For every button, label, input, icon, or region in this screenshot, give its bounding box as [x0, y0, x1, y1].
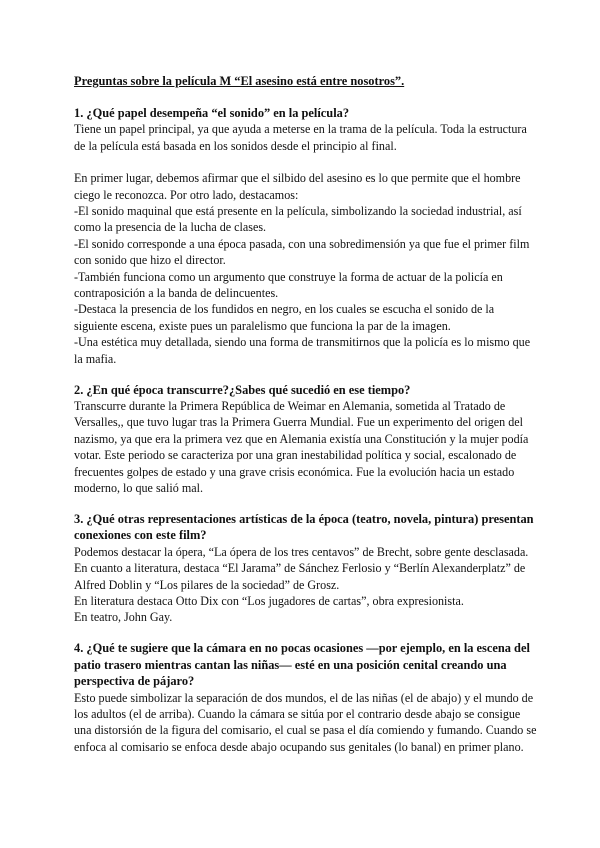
answer-paragraph: -El sonido maquinal que está presente en la película, simbolizando la sociedad industrial, así como la presencia de la lucha de clases.: [74, 204, 522, 235]
answer-paragraph: Podemos destacar la ópera, “La ópera de los tres centavos” de Brecht, sobre gente desclasada.: [74, 544, 529, 559]
answer-paragraph: En cuanto a literatura, destaca “El Jarama” de Sánchez Ferlosio y “Berlín Alexanderplatz” de Alfred Doblin y “Los pilares de la sociedad” de Grosz.: [74, 561, 526, 592]
question-heading: 3. ¿Qué otras representaciones artísticas de la época (teatro, novela, pintura) presentan conexiones con este film?: [74, 511, 534, 543]
answer-paragraph: -Una estética muy detallada, siendo una forma de transmitirnos que la policía es lo mismo que la mafia.: [74, 335, 531, 366]
answer-paragraph: Tiene un papel principal, ya que ayuda a meterse en la trama de la película. Toda la estructura de la película está basada en los sonidos desde el principio al final.: [74, 122, 527, 153]
answer-paragraph: En literatura destaca Otto Dix con “Los jugadores de cartas”, obra expresionista.: [74, 593, 464, 608]
document-title: Preguntas sobre la película M “El asesino está entre nosotros”.: [74, 74, 405, 88]
question-heading: 1. ¿Qué papel desempeña “el sonido” en la película?: [74, 106, 350, 120]
paragraph-spacer: [74, 154, 540, 170]
answer-paragraph: -El sonido corresponde a una época pasada, con una sobredimensión ya que fue el primer film con sonido que hizo el director.: [74, 236, 530, 268]
answer-paragraph: -Destaca la presencia de los fundidos en negro, en los cuales se escucha el sonido de la siguiente escena, existe pues un paralelismo que funciona la par de la imagen.: [74, 302, 495, 333]
question-heading: 2. ¿En qué época transcurre?¿Sabes qué sucedió en ese tiempo?: [74, 382, 411, 397]
answer-paragraph: Esto puede simbolizar la separación de dos mundos, el de las niñas (el de abajo) y el mundo de los adultos (el de arriba). Cuando la cámara se sitúa por el contrario desde abajo se consigue una distorsión de la figura del comisario, el cual se pasa el día comiendo y fumando. Cuando se enfoca al comisario se enfoca desde abajo ocupando sus genitales (lo banal) en primer plano.: [74, 690, 537, 754]
question-section-2: [74, 382, 540, 497]
question-heading: 4. ¿Qué te sugiere que la cámara en no pocas ocasiones —por ejemplo, en la escena del patio trasero mientras cantan las niñas— esté en una posición cenital creando una perspectiva de pájaro?: [74, 641, 530, 689]
question-section-1: [74, 105, 540, 367]
answer-paragraph: -También funciona como un argumento que construye la forma de actuar de la policía en contraposición a la banda de delincuentes.: [74, 269, 503, 301]
answer-paragraph: En primer lugar, debemos afirmar que el silbido del asesino es lo que permite que el hombre ciego le reconozca. Por otro lado, destacamos:: [74, 171, 521, 202]
question-section-4: [74, 640, 540, 755]
question-section-3: [74, 511, 540, 626]
answer-paragraph: Transcurre durante la Primera República de Weimar en Alemania, sometida al Tratado de Versalles,, que tuvo lugar tras la Primera Guerra Mundial. Fue un experimento del origen del nazismo, ya que era la primera vez que en Alemania existía una Constitución y la mujer podía votar. Este periodo se caracteriza por una gran inestabilidad política y social, escalonado de frecuentes golpes de estado y una grave crisis económica. Fue la evolución hacia un estado moderno, lo que salió mal.: [74, 399, 529, 496]
answer-paragraph: En teatro, John Gay.: [74, 610, 173, 625]
